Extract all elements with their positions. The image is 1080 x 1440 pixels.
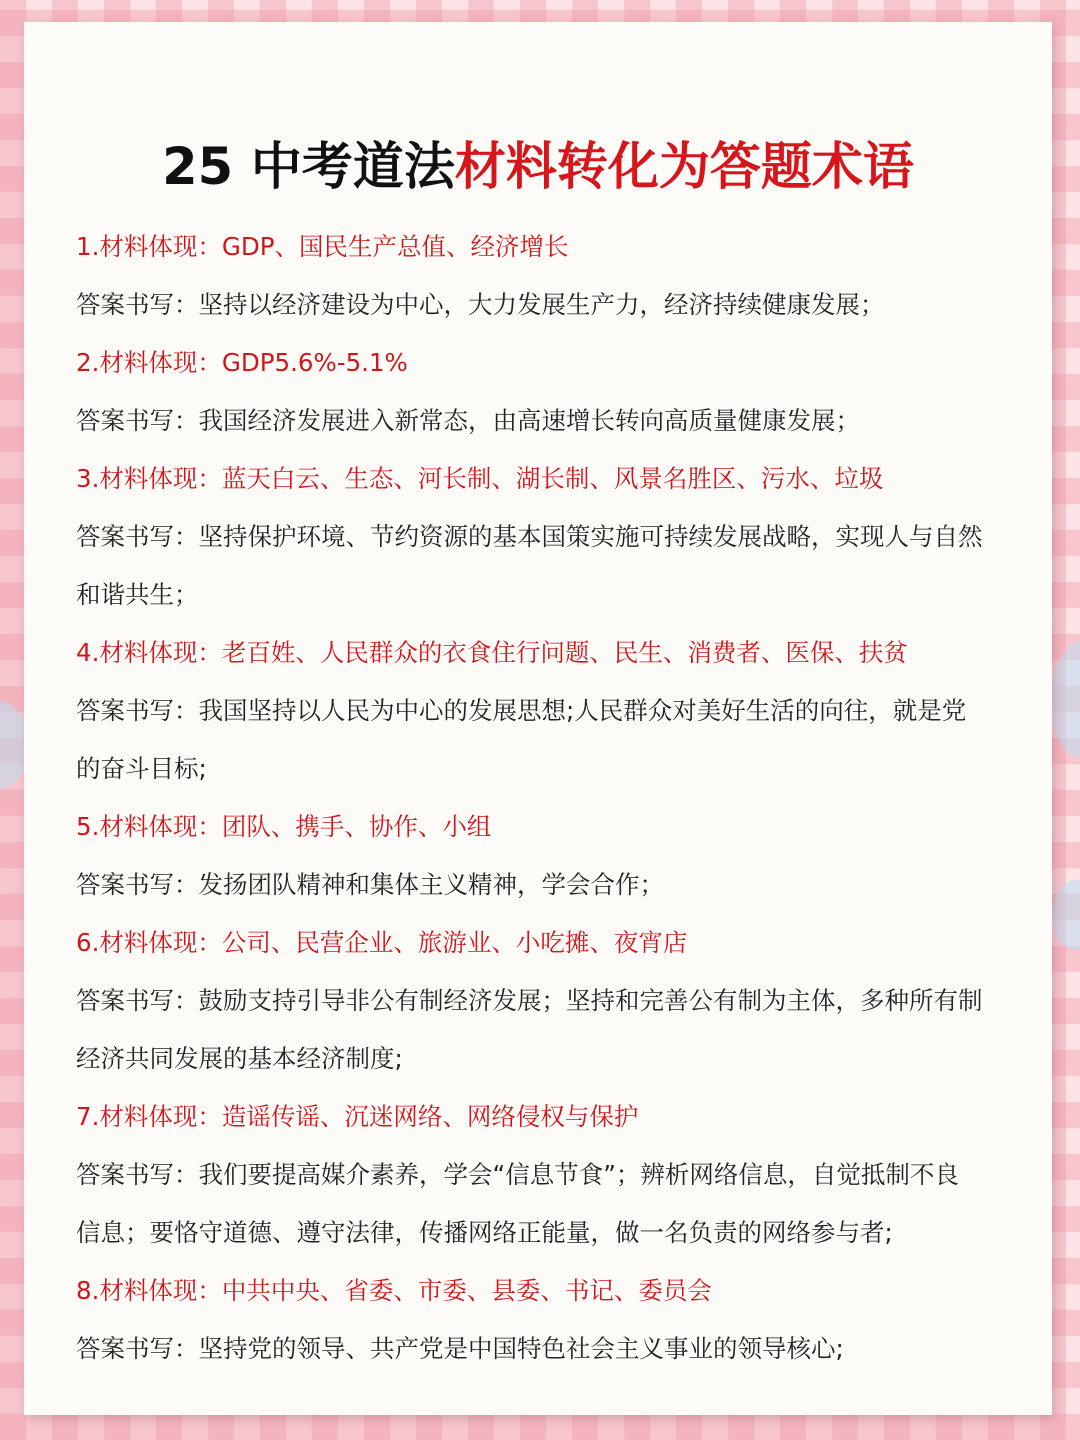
decorative-blob-right [1050, 640, 1080, 760]
title-highlight: 材料转化为答题术语 [454, 138, 914, 197]
answer-line-3b: 和谐共生； [76, 580, 199, 609]
content-card [24, 22, 1052, 1415]
title-prefix: 25 中考道法 [162, 138, 455, 197]
answer-line-5: 答案书写：发扬团队精神和集体主义精神，学会合作； [76, 870, 664, 899]
material-line-5: 5.材料体现：团队、携手、协作、小组 [76, 812, 492, 841]
material-line-8: 8.材料体现：中共中央、省委、市委、县委、书记、委员会 [76, 1276, 712, 1305]
answer-line-3a: 答案书写：坚持保护环境、节约资源的基本国策实施可持续发展战略，实现人与自然 [76, 522, 983, 551]
material-line-1: 1.材料体现：GDP、国民生产总值、经济增长 [76, 232, 569, 261]
answer-line-8: 答案书写：坚持党的领导、共产党是中国特色社会主义事业的领导核心; [76, 1334, 844, 1363]
answer-line-7b: 信息；要恪守道德、遵守法律，传播网络正能量，做一名负责的网络参与者; [76, 1218, 893, 1247]
material-line-3: 3.材料体现：蓝天白云、生态、河长制、湖长制、风景名胜区、污水、垃圾 [76, 464, 884, 493]
answer-line-6b: 经济共同发展的基本经济制度; [76, 1044, 403, 1073]
answer-line-2: 答案书写：我国经济发展进入新常态，由高速增长转向高质量健康发展； [76, 406, 860, 435]
page-title [24, 130, 1052, 206]
material-line-2: 2.材料体现：GDP5.6%-5.1% [76, 348, 408, 377]
material-line-6: 6.材料体现：公司、民营企业、旅游业、小吃摊、夜宵店 [76, 928, 688, 957]
decorative-blob-right-lower [1052, 880, 1080, 950]
answer-line-4b: 的奋斗目标; [76, 754, 207, 783]
answer-line-6a: 答案书写：鼓励支持引导非公有制经济发展；坚持和完善公有制为主体，多种所有制 [76, 986, 983, 1015]
material-line-4: 4.材料体现：老百姓、人民群众的衣食住行问题、民生、消费者、医保、扶贫 [76, 638, 908, 667]
answer-line-4a: 答案书写：我国坚持以人民为中心的发展思想;人民群众对美好生活的向往，就是党 [76, 696, 967, 725]
answer-line-7a: 答案书写：我们要提高媒介素养，学会“信息节食”；辨析网络信息，自觉抵制不良 [76, 1160, 959, 1189]
answer-line-1: 答案书写：坚持以经济建设为中心，大力发展生产力，经济持续健康发展； [76, 290, 885, 319]
material-line-7: 7.材料体现：造谣传谣、沉迷网络、网络侵权与保护 [76, 1102, 639, 1131]
item-list [76, 218, 1036, 1378]
